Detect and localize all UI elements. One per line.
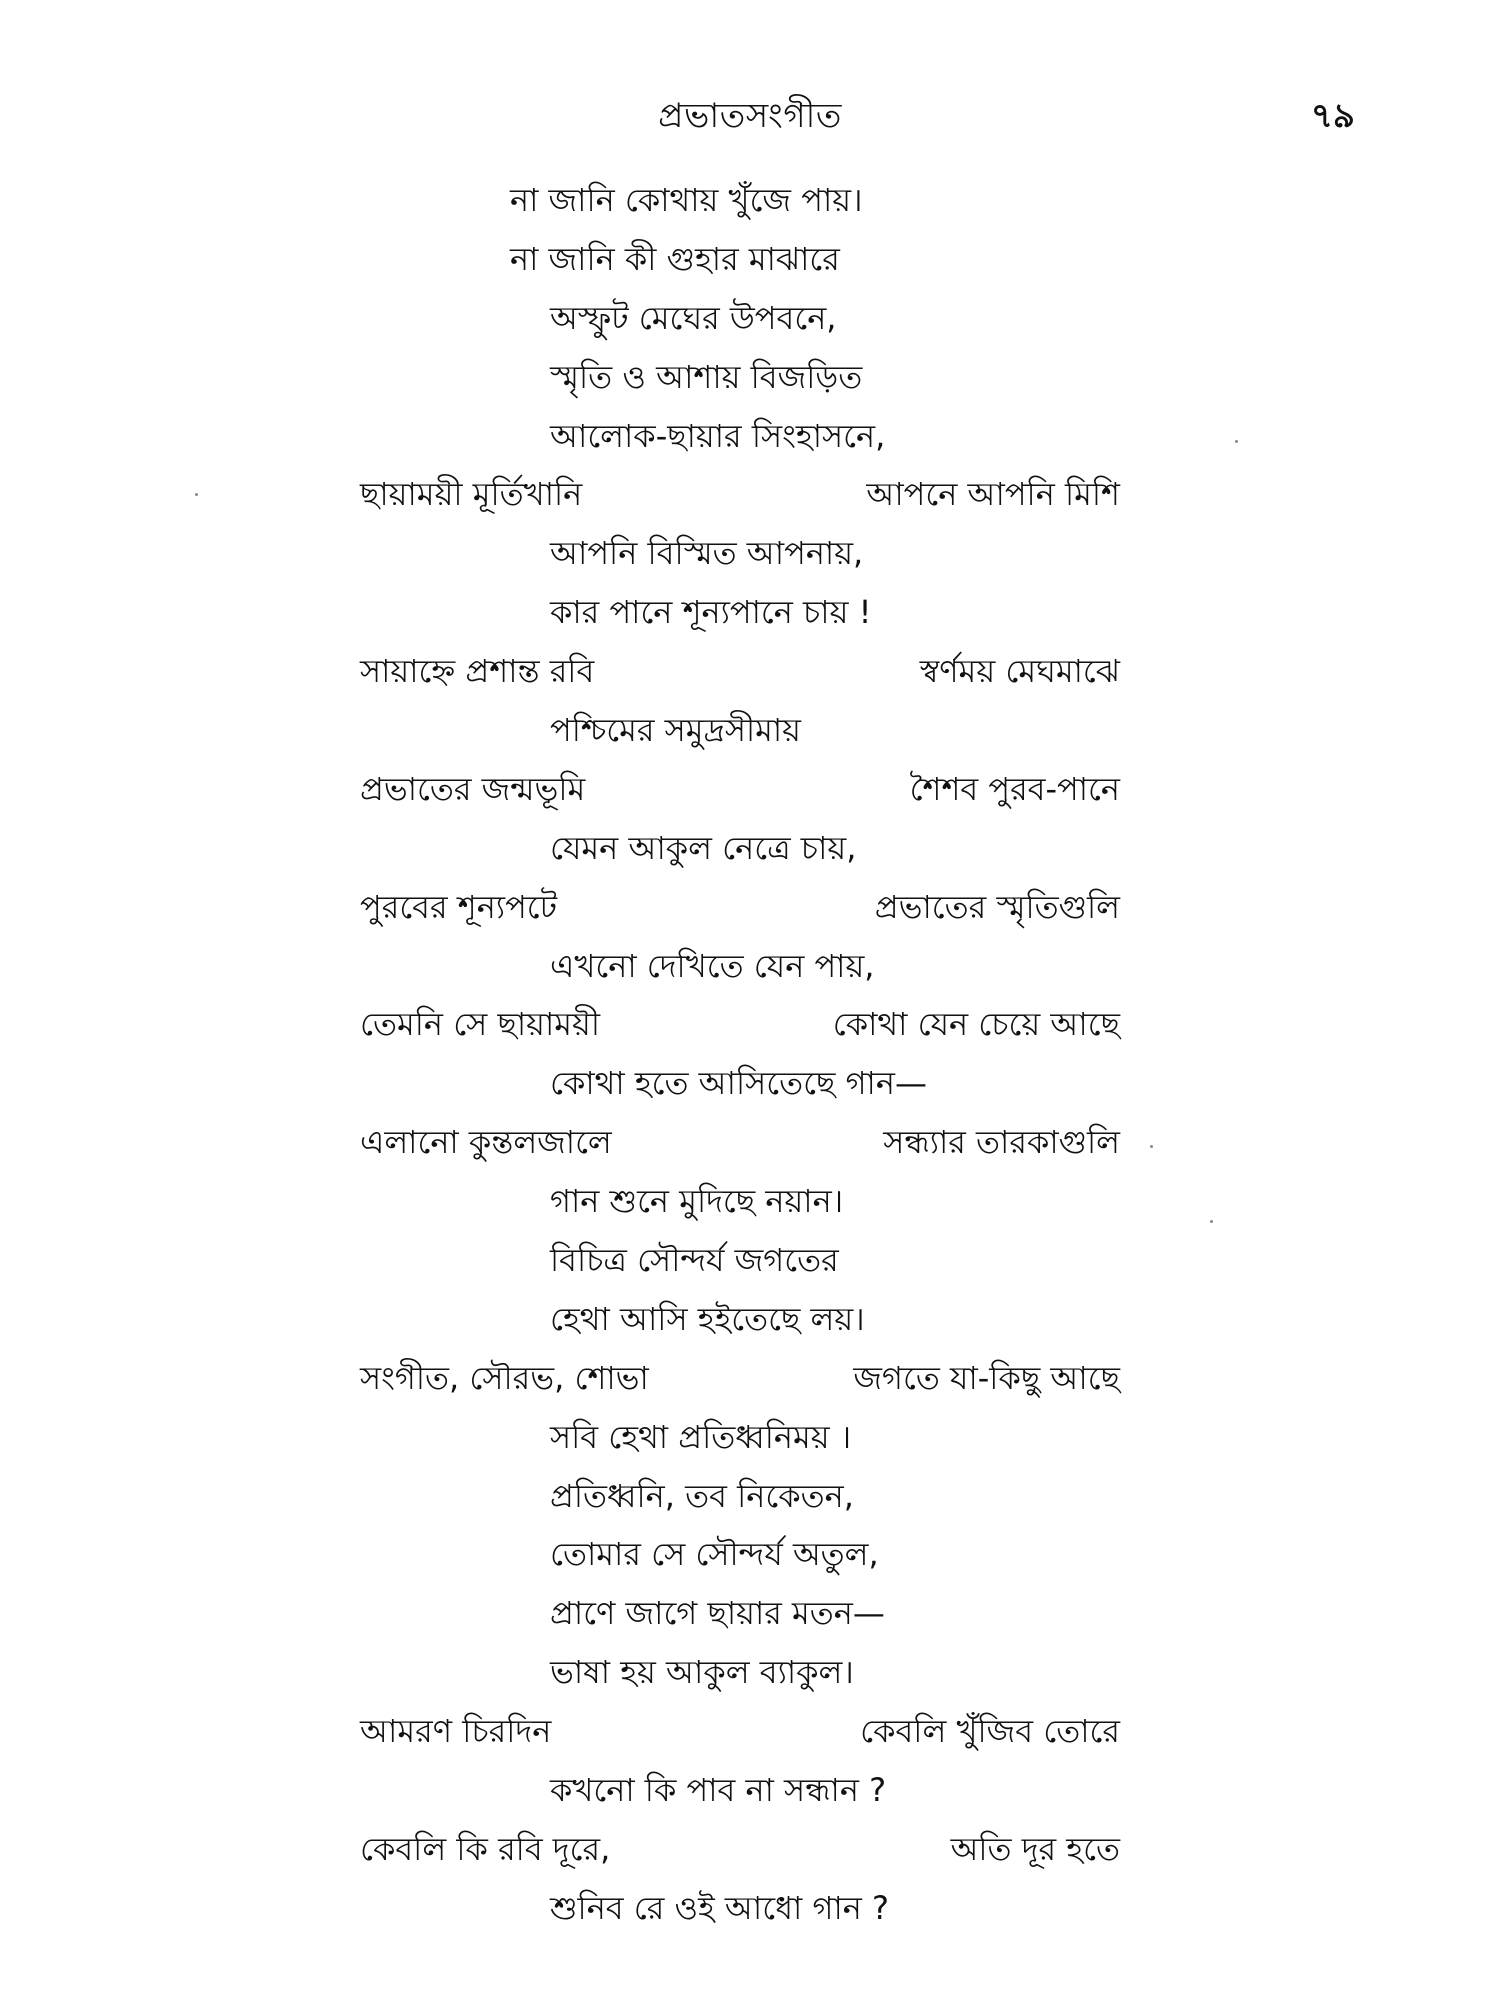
- scan-speck: [195, 493, 198, 496]
- poem-line-text: স্মৃতি ও আশায় বিজড়িত: [550, 357, 863, 396]
- poem-line-right: শৈশব পুরব-পানে: [909, 769, 1120, 808]
- poem-line: [360, 178, 1120, 237]
- poem-line-text: বিচিত্র সৌন্দর্য জগতের: [550, 1241, 839, 1280]
- poem-line-text: কখনো কি পাব না সন্ধান ?: [550, 1771, 887, 1810]
- poem-line-right: কোথা যেন চেয়ে আছে: [832, 1005, 1120, 1044]
- poem-line-left: আমরণ চিরদিন: [360, 1712, 552, 1751]
- running-title: প্রভাতসংগীত: [658, 96, 842, 136]
- poem-line-right: কেবলি খুঁজিব তোরে: [860, 1712, 1120, 1751]
- poem-line-split: [360, 1002, 1120, 1061]
- scan-speck: [1150, 1145, 1153, 1148]
- poem-line: [360, 1179, 1120, 1238]
- poem-line: [360, 531, 1120, 590]
- poem-line: [360, 708, 1120, 767]
- poem-line-right: স্বর্ণময় মেঘমাঝে: [919, 652, 1120, 691]
- poem-line: [360, 1886, 1120, 1945]
- poem-line-left: প্রভাতের জন্মভূমি: [360, 769, 586, 808]
- poem-line-text: তোমার সে সৌন্দর্য অতুল,: [550, 1535, 879, 1574]
- poem-line-text: না জানি কী গুহার মাঝারে: [510, 239, 840, 278]
- poem-line-text: সবি হেথা প্রতিধ্বনিময় ।: [550, 1417, 852, 1456]
- poem-line-right: সন্ধ্যার তারকাগুলি: [883, 1123, 1120, 1162]
- scan-speck: [1210, 1220, 1213, 1223]
- poem-line-split: [360, 767, 1120, 826]
- poem-line: [360, 237, 1120, 296]
- poem-line: [360, 1650, 1120, 1709]
- poem-line-split: [360, 649, 1120, 708]
- poem-line-right: জগতে যা-কিছু আছে: [853, 1358, 1120, 1397]
- poem-line-left: এলানো কুন্তলজালে: [360, 1123, 612, 1162]
- poem-line-right: অতি দূর হতে: [950, 1829, 1120, 1868]
- poem-line: [360, 1532, 1120, 1591]
- poem-line: [360, 826, 1120, 885]
- poem-line-text: প্রাণে জাগে ছায়ার মতন—: [550, 1594, 885, 1633]
- poem-line-right: আপনে আপনি মিশি: [866, 475, 1120, 514]
- poem-line-text: এখনো দেখিতে যেন পায়,: [550, 946, 875, 985]
- poem-line-left: পুরবের শূন্যপটে: [360, 887, 558, 926]
- poem-line-text: কোথা হতে আসিতেছে গান—: [550, 1064, 927, 1103]
- poem-line-left: তেমনি সে ছায়াময়ী: [360, 1005, 601, 1044]
- poem-line-split: [360, 885, 1120, 944]
- poem-line: [360, 414, 1120, 473]
- poem-line-split: [360, 1120, 1120, 1179]
- poem-line-text: শুনিব রে ওই আধো গান ?: [550, 1888, 889, 1927]
- poem-line: [360, 1297, 1120, 1356]
- poem-line: [360, 1061, 1120, 1120]
- poem-line-split: [360, 1709, 1120, 1768]
- poem-line: [360, 1768, 1120, 1827]
- poem-line-text: প্রতিধ্বনি, তব নিকেতন,: [550, 1476, 854, 1515]
- poem-line-left: সংগীত, সৌরভ, শোভা: [360, 1358, 649, 1397]
- poem-line-left: সায়াহ্নে প্রশান্ত রবি: [360, 652, 595, 691]
- poem-line-split: [360, 1827, 1120, 1886]
- page-number: ৭৯: [1310, 96, 1355, 136]
- scan-speck: [1235, 440, 1238, 443]
- poem-line: [360, 1591, 1120, 1650]
- poem-line-left: কেবলি কি রবি দূরে,: [360, 1829, 611, 1868]
- poem-line: [360, 944, 1120, 1003]
- poem-line: [360, 590, 1120, 649]
- poem-line-text: অস্ফুট মেঘের উপবনে,: [550, 298, 837, 337]
- poem-line: [360, 296, 1120, 355]
- poem-line-text: যেমন আকুল নেত্রে চায়,: [550, 828, 857, 867]
- poem-line: [360, 1415, 1120, 1474]
- poem-line-text: গান শুনে মুদিছে নয়ান।: [550, 1182, 844, 1221]
- poem-line-text: পশ্চিমের সমুদ্রসীমায়: [550, 711, 802, 750]
- poem-line: [360, 1474, 1120, 1533]
- poem-line: [360, 355, 1120, 414]
- poem-line-text: ভাষা হয় আকুল ব্যাকুল।: [550, 1653, 854, 1692]
- poem-line-split: [360, 1356, 1120, 1415]
- poem-body: [360, 178, 1120, 1945]
- poem-line: [360, 1238, 1120, 1297]
- poem-line-text: আলোক-ছায়ার সিংহাসনে,: [550, 416, 886, 455]
- page-header: [0, 92, 1500, 142]
- poem-line-split: [360, 472, 1120, 531]
- poem-line-text: কার পানে শূন্যপানে চায় !: [550, 593, 872, 632]
- poem-line-right: প্রভাতের স্মৃতিগুলি: [874, 887, 1120, 926]
- poem-line-text: হেথা আসি হইতেছে লয়।: [550, 1299, 865, 1338]
- poem-line-left: ছায়াময়ী মূর্তিখানি: [360, 475, 583, 514]
- poem-line-text: না জানি কোথায় খুঁজে পায়।: [510, 181, 863, 219]
- poem-line-text: আপনি বিস্মিত আপনায়,: [550, 534, 864, 573]
